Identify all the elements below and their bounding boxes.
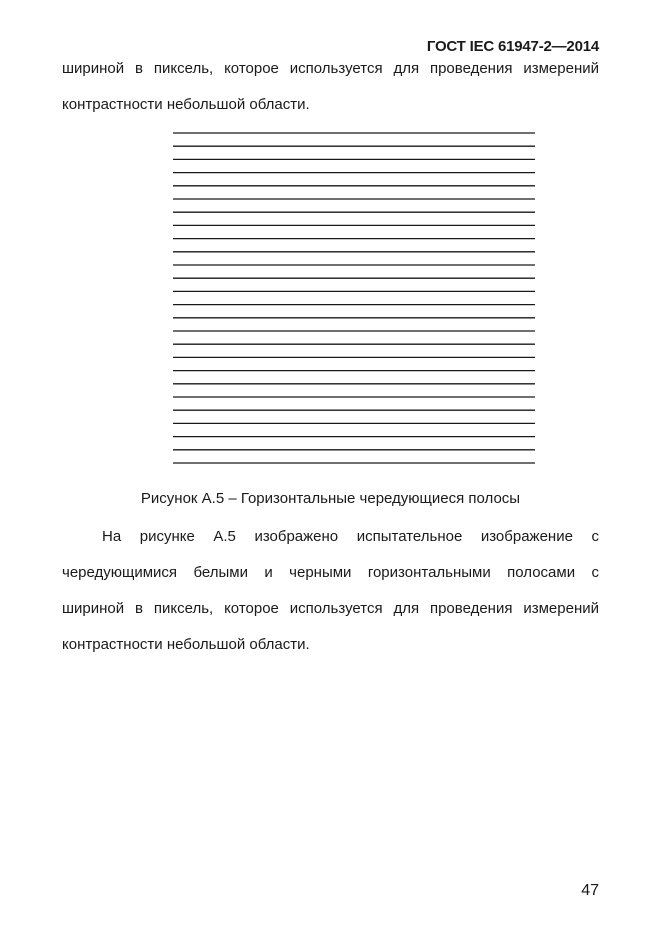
page-number: 47: [581, 882, 599, 899]
paragraph-line: шириной в пиксель, которое используется для проведения измерений: [62, 60, 599, 77]
paragraph-line: шириной в пиксель, которое используется для проведения измерений: [62, 600, 599, 617]
paragraph-line: контрастности небольшой области.: [62, 636, 310, 653]
figure-caption: Рисунок А.5 – Горизонтальные чередующиеся полосы: [140, 490, 521, 507]
paragraph-line: чередующимися белыми и черными горизонтальными полосами с: [62, 564, 599, 581]
stripe-pattern-graphic: [173, 130, 535, 470]
paragraph-description: [62, 519, 599, 663]
paragraph-continuation: [62, 51, 599, 123]
paragraph-line: контрастности небольшой области.: [62, 96, 310, 113]
stripe-pattern-figure: [173, 130, 535, 470]
paragraph-line: На рисунке А.5 изображено испытательное изображение с: [102, 528, 599, 545]
standard-code: ГОСТ IEC 61947-2—2014: [426, 38, 599, 55]
